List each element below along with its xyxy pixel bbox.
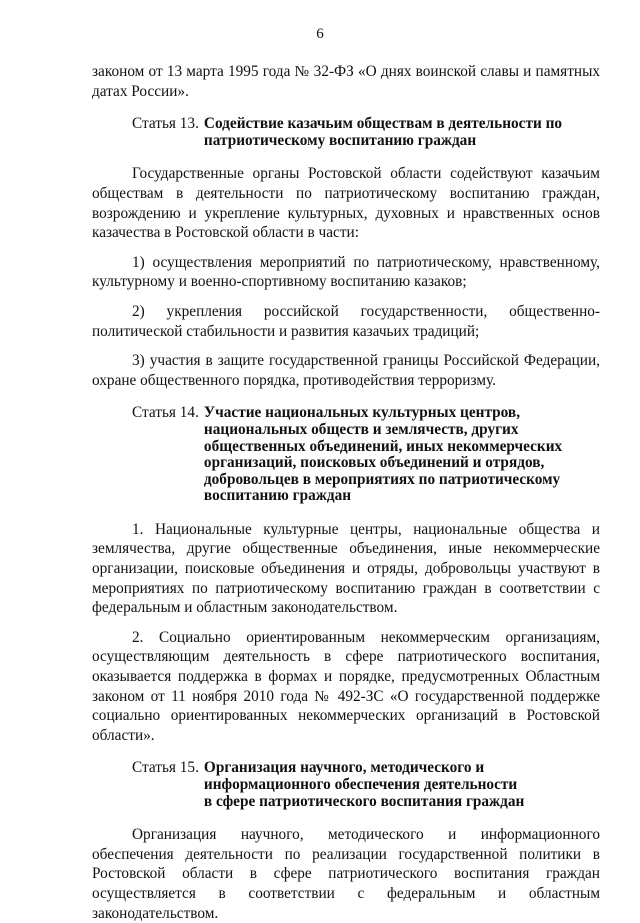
article-14-label: Статья 14. (132, 404, 199, 422)
article-14-title-line: добровольцев в мероприятиях по патриотическому (203, 470, 561, 488)
article-13-paragraph: Государственные органы Ростовской области содействуют казачьим обществам в деятельности по патриотическому воспитанию граждан, возрождению и укрепление культурных, духовных и нравственных основ казачества в Ростовской области в части: (92, 165, 600, 242)
article-15-paragraph: Организация научного, методического и информационного обеспечения деятельности по реализации государственной политики в Ростовской области в сфере патриотического воспитания граждан осуществляется в соответствии с федеральным и областным законодательством. (92, 826, 600, 922)
article-15-heading (132, 760, 600, 810)
article-14-paragraph: 1. Национальные культурные центры, национальные общества и землячества, другие общественные объединения, иные некоммерческие организации, поисковые объединения и отряды, добровольцы участвуют в мероприятиях по патриотическому воспитанию граждан в соответствии с федеральным и областным законодательством. (92, 520, 600, 617)
article-15-label: Статья 15. (132, 759, 199, 777)
article-15-title (204, 760, 600, 810)
article-14-title-line: общественных объединений, иных некоммерческих (203, 437, 563, 455)
document-body (92, 62, 600, 923)
article-14-title-line: воспитанию граждан (203, 487, 352, 505)
article-13-paragraph: 2) укрепления российской государственности, общественно-политической стабильности и развития казачьих традиций; (92, 302, 600, 340)
article-14-title-line: национальных обществ и землячеств, других (203, 420, 519, 438)
article-14-title-line: организаций, поисковых объединений и отрядов, (203, 454, 545, 472)
article-13-paragraph: 3) участия в защите государственной границы Российской Федерации, охране общественного порядка, противодействия терроризму. (92, 352, 600, 389)
article-13-heading (132, 116, 600, 149)
page-number: 6 (316, 26, 324, 42)
article-13-title-line: Содействие казачьим обществам в деятельности по (203, 115, 563, 133)
article-14-paragraph: 2. Социально ориентированным некоммерческим организациям, осуществляющим деятельность в сфере патриотического воспитания, оказывается поддержка в формах и порядке, предусмотренных Областным законом от 11 ноября 2010 года № 492-ЗС «О государственной поддержке социально ориентированных некоммерческих организаций в Ростовской области». (92, 628, 600, 744)
article-14-heading (132, 405, 600, 505)
article-13-title-line: патриотическому воспитанию граждан (203, 131, 477, 149)
intro-paragraph: законом от 13 марта 1995 года № 32-ФЗ «О днях воинской славы и памятных датах России». (92, 63, 600, 100)
article-13-label: Статья 13. (132, 115, 199, 133)
article-15-title-line: в сфере патриотического воспитания граждан (203, 792, 525, 810)
article-15-title-line: Организация научного, методического и (203, 759, 485, 777)
article-14-title (204, 405, 600, 505)
article-13-paragraph: 1) осуществления мероприятий по патриотическому, нравственному, культурному и военно-спортивному воспитанию казаков; (92, 253, 600, 291)
article-15-title-line: информационного обеспечения деятельности (203, 776, 518, 793)
article-13-title (204, 116, 600, 149)
article-14-title-line: Участие национальных культурных центров, (203, 404, 521, 422)
